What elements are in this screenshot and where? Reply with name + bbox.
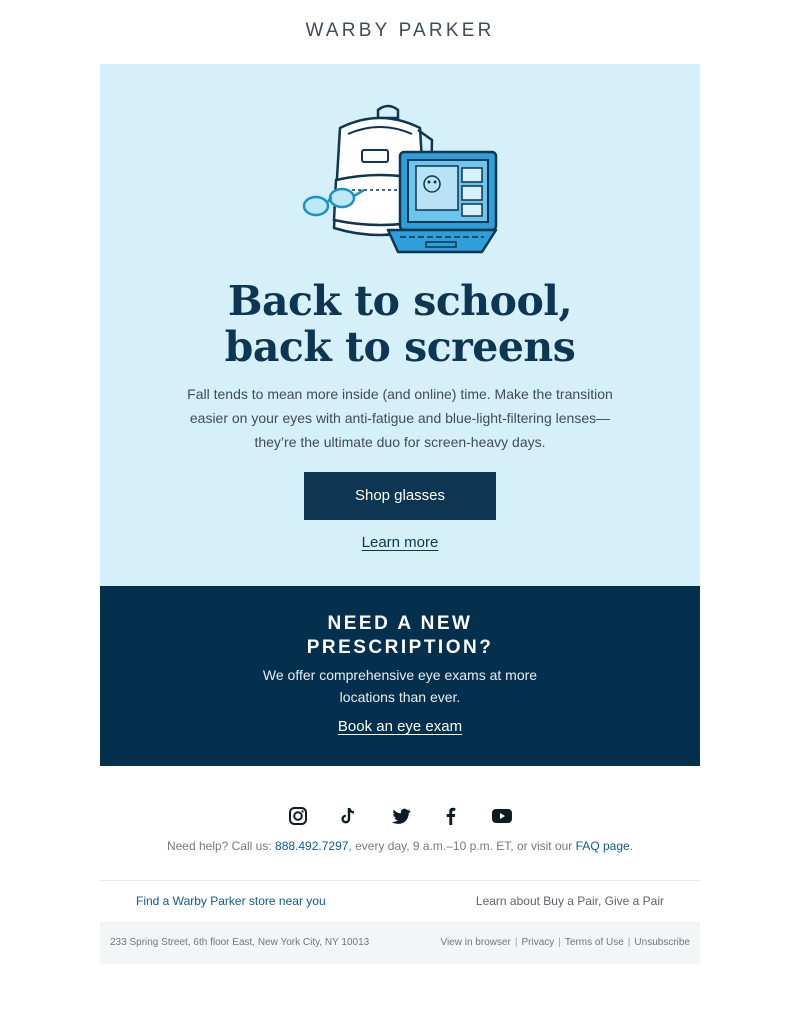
help-line [0, 839, 800, 853]
privacy-link[interactable]: Privacy [521, 937, 555, 948]
headline-line: back to screens [224, 323, 576, 371]
instagram-icon[interactable] [286, 804, 310, 828]
headline-line: Back to school, [227, 277, 573, 325]
body-line: locations than ever. [339, 689, 461, 705]
store-locator-link[interactable]: Find a Warby Parker store near you [136, 894, 326, 908]
faq-link[interactable]: FAQ page [575, 839, 630, 853]
prescription-body [240, 664, 560, 708]
hero-body [180, 382, 620, 454]
title-line: PRESCRIPTION? [306, 637, 494, 658]
learn-more-row [100, 534, 700, 552]
footer-links [440, 937, 690, 948]
prescription-title [100, 612, 700, 660]
help-prefix: Need help? Call us: [166, 839, 276, 853]
help-middle: , every day, 9 a.m.–10 p.m. ET, or visit our [348, 839, 576, 853]
twitter-icon[interactable] [389, 804, 413, 828]
book-exam-row [100, 718, 700, 736]
phone-link[interactable]: 888.492.7297 [275, 839, 349, 853]
body-line: easier on your eyes with anti-fatigue and blue-light-filtering lenses— [189, 410, 611, 426]
footer-links-row [100, 894, 700, 914]
body-line: they’re the ultimate duo for screen-heavy days. [254, 434, 546, 450]
youtube-icon[interactable] [490, 804, 514, 828]
backpack-laptop-illustration [300, 100, 500, 260]
body-line: We offer comprehensive eye exams at more [262, 667, 538, 683]
hero-headline [100, 278, 700, 370]
brand-logo[interactable]: WARBY PARKER [305, 20, 495, 41]
social-icons [280, 804, 520, 828]
body-line: Fall tends to mean more inside (and online) time. Make the transition [187, 386, 613, 402]
separator: | [627, 937, 631, 948]
footer-bar [100, 922, 700, 964]
separator: | [558, 937, 561, 948]
unsubscribe-link[interactable]: Unsubscribe [634, 937, 690, 948]
title-line: NEED A NEW [327, 613, 473, 634]
tiktok-icon[interactable] [336, 804, 360, 828]
separator: | [514, 937, 518, 948]
hero-section [100, 64, 700, 586]
divider [100, 880, 700, 881]
facebook-icon[interactable] [439, 804, 463, 828]
address: 233 Spring Street, 6th floor East, New York City, NY 10013 [110, 937, 370, 948]
terms-link[interactable]: Terms of Use [564, 937, 624, 948]
help-suffix: . [629, 839, 634, 853]
prescription-section [100, 586, 700, 766]
shop-glasses-button[interactable]: Shop glasses [304, 472, 496, 520]
view-in-browser-link[interactable]: View in browser [440, 937, 511, 948]
buy-a-pair-link[interactable]: Learn about Buy a Pair, Give a Pair [475, 894, 664, 908]
learn-more-link[interactable]: Learn more [361, 534, 439, 551]
book-eye-exam-link[interactable]: Book an eye exam [337, 718, 463, 735]
